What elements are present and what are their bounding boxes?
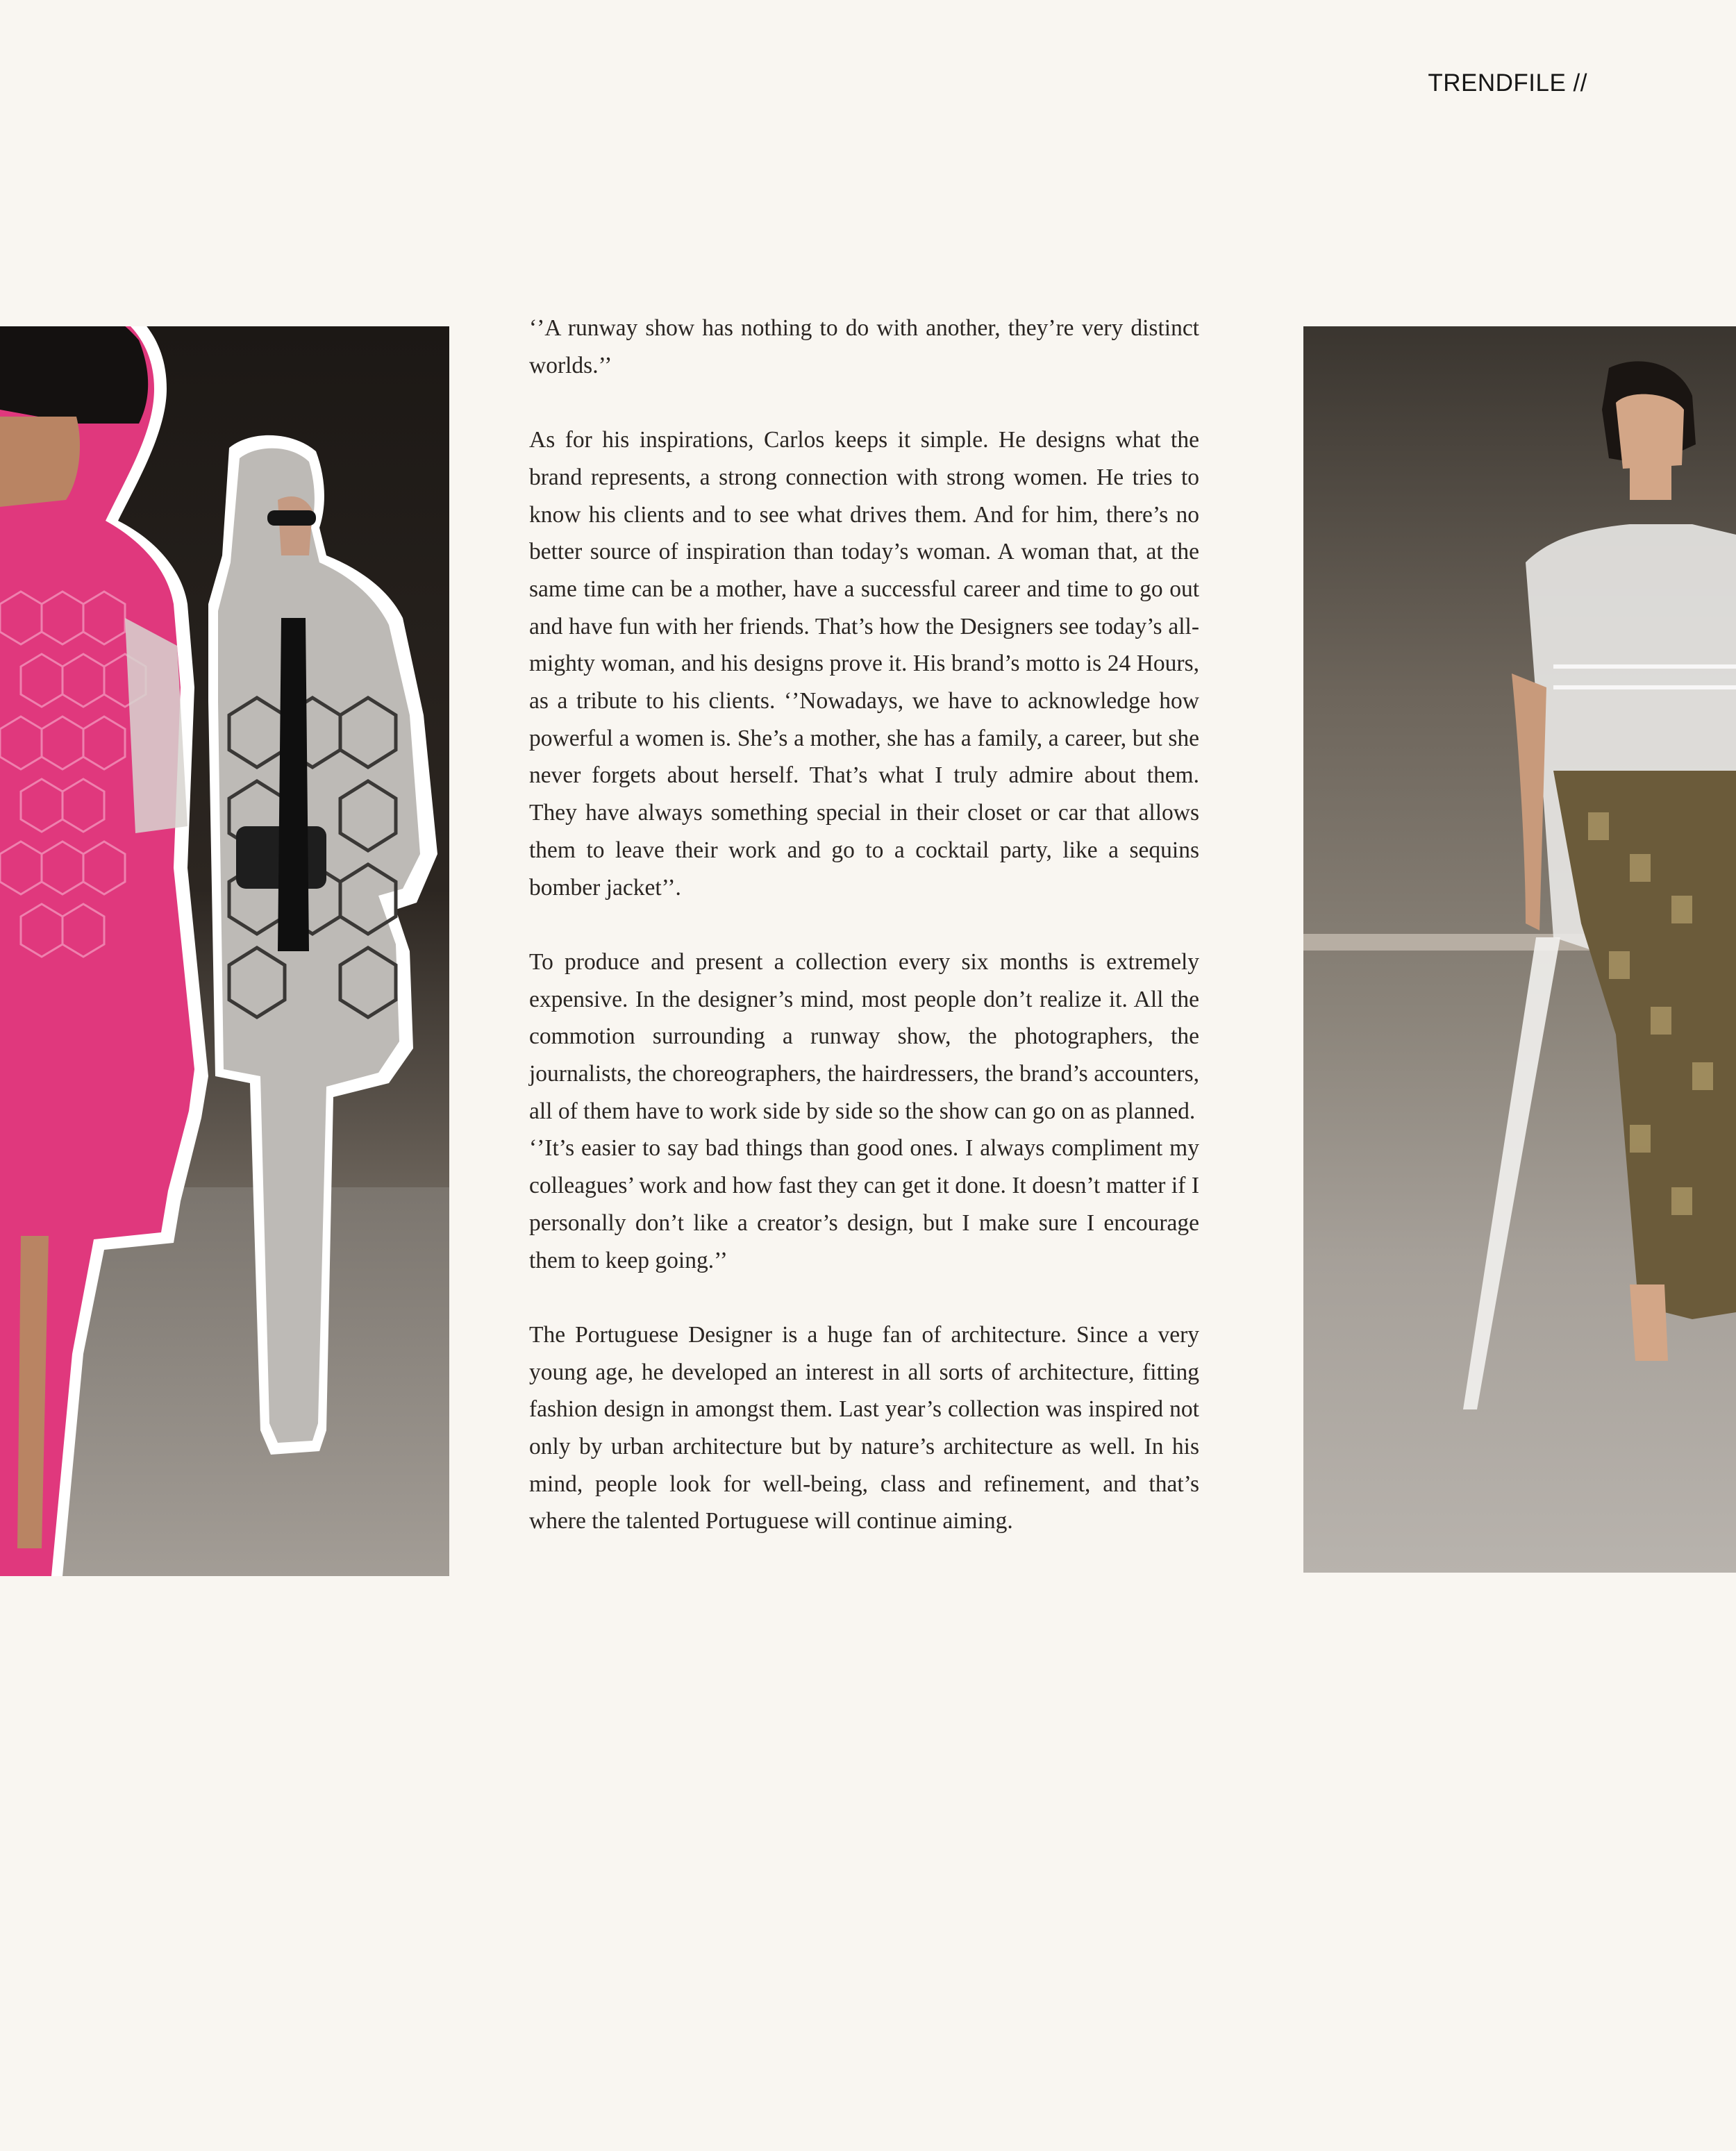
article-paragraph: ‘’It’s easier to say bad things than good ones. I always compliment my colleagues’ work and how fast they can get it done. It doesn’t matter if I personally don’t like a creator’s design, but I make sure I encourage them to keep going.’’ xyxy=(529,1135,1199,1273)
article-paragraph: The Portuguese Designer is a huge fan of architecture. Since a very young age, he developed an interest in all sorts of architecture, fitting fashion design in amongst them. Last year’s collection was inspired not only by urban architecture but by nature’s architecture as well. In his mind, people look for well-being, class and refinement, and that’s where the talented Portuguese will continue aiming. xyxy=(529,1321,1199,1534)
article-paragraph: As for his inspirations, Carlos keeps it simple. He designs what the brand represents, a strong connection with strong women. He tries to know his clients and to see what drives them. And for him, there’s no better source of inspiration than today’s woman. A woman that, at the same time can be a mother, have a successful career and time to go out and have fun with her friends. That’s how the Designers see today’s all-mighty woman, and his designs prove it. His brand’s motto is 24 Hours, as a tribute to his clients. ‘’Nowadays, we have to acknowledge how powerful a women is. She’s a mother, she has a family, a career, but she never forgets about herself. That’s what I truly admire about them. They have always something special in their closet or car that allows them to leave their work and go to a cocktail party, like a sequins bomber jacket’’. xyxy=(529,427,1199,901)
runway-photo-left xyxy=(0,326,449,1576)
section-label: TRENDFILE // xyxy=(1428,69,1587,97)
article-paragraph: ‘’A runway show has nothing to do with another, they’re very distinct worlds.’’ xyxy=(529,315,1199,378)
article-body xyxy=(529,310,1199,1577)
runway-photo-right xyxy=(1303,326,1736,1573)
article-paragraph: To produce and present a collection every six months is extremely expensive. In the designer’s mind, most people don’t realize it. All the commotion surrounding a runway show, the photographers, the journalists, the choreographers, the hairdressers, the brand’s accounters, all of them have to work side by side so the show can go on as planned. xyxy=(529,948,1199,1124)
